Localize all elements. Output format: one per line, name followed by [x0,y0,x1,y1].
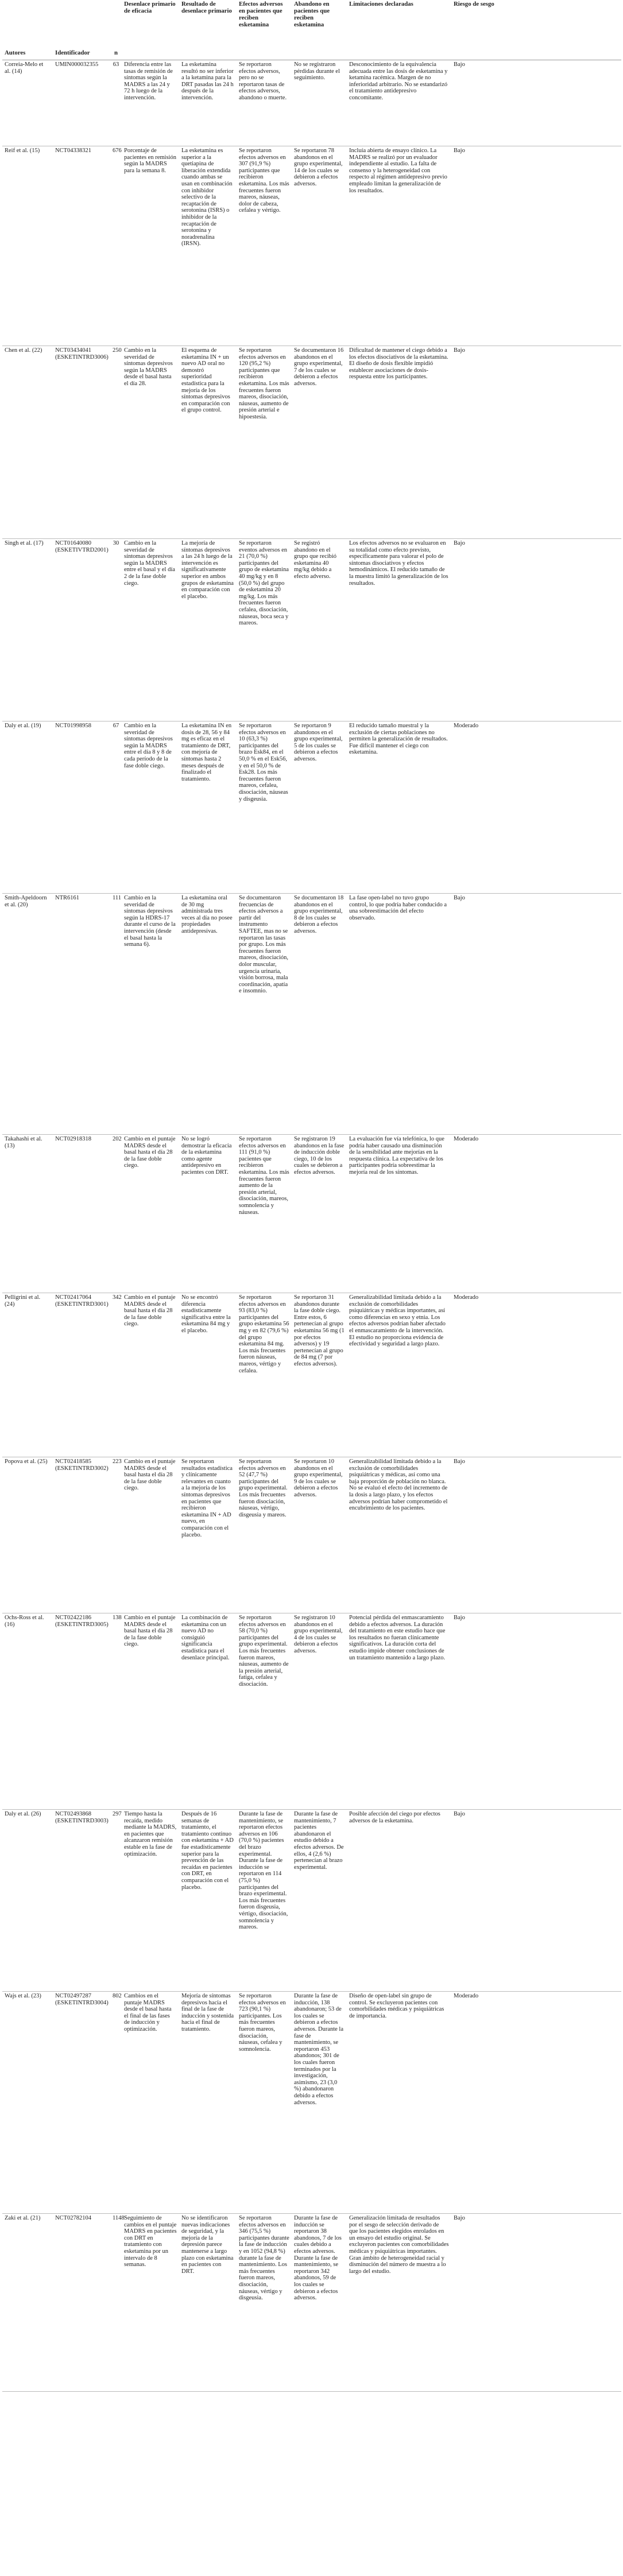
cell-identifier: NCT02782104 [53,2214,110,2392]
header-adverse-effects: Efectos adversos en pacientes que reciben esketamina [237,0,292,60]
cell-bias-risk: Bajo [451,2214,621,2392]
cell-adverse-effects: Se reportaron efectos adversos en 93 (83,0 %) participantes del grupo esketamina 56 mg y en 82 (79,6 %) del grupo esketamina 84 mg. Los más frecuentes fueron náuseas, mareos, vértigo y cefalea. [237,1293,292,1457]
cell-authors: Singh et al. (17) [2,539,53,721]
cell-bias-risk: Moderado [451,1992,621,2214]
cell-primary-result: La combinación de esketamina con un nuevo AD no consiguió significancia estadística para el desenlace principal. [179,1613,237,1810]
cell-n: 138 [110,1613,122,1810]
table-row [2,60,621,146]
cell-bias-risk: Bajo [451,1810,621,1992]
cell-adverse-effects: Se reportaron efectos adversos en 52 (47,7 %) participantes del grupo experimental. Los más frecuentes fueron disociación, náuseas, vértigo, disgeusia y mareos. [237,1457,292,1613]
cell-primary-result: La esketamina oral de 30 mg administrada tres veces al día no posee propiedades antidepresivas. [179,894,237,1135]
cell-identifier: NCT01998958 [53,721,110,894]
cell-identifier: NTR6161 [53,894,110,1135]
cell-authors: Smith-Apeldoorn et al. (20) [2,894,53,1135]
cell-bias-risk: Bajo [451,1457,621,1613]
cell-primary-outcome: Diferencia entre las tasas de remisión de síntomas según la MADRS a las 24 y 72 h luego de la intervención. [122,60,179,146]
cell-identifier: NCT02497287 (ESKETINTRD3004) [53,1992,110,2214]
cell-authors: Zaki et al. (21) [2,2214,53,2392]
cell-authors: Reif et al. (15) [2,146,53,346]
cell-authors: Daly et al. (19) [2,721,53,894]
table-row [2,721,621,894]
cell-primary-result: No se logró demostrar la eficacia de la esketamina como agente antidepresivo en pacientes con DRT. [179,1135,237,1293]
table-row [2,1293,621,1457]
cell-limitations: La evaluación fue vía telefónica, lo que podría haber causado una disminución de la sensibilidad ante mejorías en la respuesta clínica. La expectativa de los participantes podría sobreestimar la mejoría real de los síntomas. [347,1135,451,1293]
cell-dropouts: Se reportaron 9 abandonos en el grupo experimental, 5 de los cuales se debieron a efectos adversos. [292,721,347,894]
cell-dropouts: Se reportaron 78 abandonos en el grupo experimental, 14 de los cuales se debieron a efectos adversos. [292,146,347,346]
cell-dropouts: Se registraron 10 abandonos en el grupo experimental, 4 de los cuales se debieron a efectos adversos. [292,1613,347,1810]
header-n: n [110,0,122,60]
cell-n: 67 [110,721,122,894]
cell-adverse-effects: Se reportaron efectos adversos en 111 (91,0 %) pacientes que recibieron esketamina. Los más frecuentes fueron aumento de la presión arterial, disociación, mareos, somnolencia y náuseas. [237,1135,292,1293]
cell-dropouts: Durante la fase de inducción se reportaron 38 abandonos, 7 de los cuales debido a efectos adversos. Durante la fase de mantenimiento, se reportaron 342 abandonos, 59 de los cuales se debieron a efectos adversos. [292,2214,347,2392]
table-row [2,894,621,1135]
cell-adverse-effects: Se reportaron efectos adversos en 723 (90,1 %) participantes. Los más frecuentes fueron mareos, disociación, náuseas, cefalea y somnolencia. [237,1992,292,2214]
cell-primary-outcome: Cambio en el puntaje MADRS desde el basal hasta el día 28 de la fase doble ciego. [122,1613,179,1810]
cell-adverse-effects: Se reportaron efectos adversos, pero no se reportaron tasas de efectos adversos, abandono o muerte. [237,60,292,146]
table-row [2,1810,621,1992]
cell-limitations: Desconocimiento de la equivalencia adecuada entre las dosis de esketamina y ketamina racémica. Margen de no inferioridad arbitrario. No se estandarizó el tratamiento antidepresivo concomitante. [347,60,451,146]
table-row [2,539,621,721]
cell-bias-risk: Bajo [451,146,621,346]
cell-adverse-effects: Se documentaron frecuencias de efectos adversos a partir del instrumento SAFTEE, mas no se reportaron las tasas por grupo. Los más frecuentes fueron mareos, disociación, dolor muscular, urgencia urinaria, visión borrosa, mala coordinación, apatía e insomnio. [237,894,292,1135]
cell-primary-outcome: Cambio en la severidad de síntomas depresivos según la MADRS desde el basal hasta el día 28. [122,346,179,539]
cell-primary-result: La esketamina es superior a la quetiapina de liberación extendida cuando ambas se usan en combinación con inhibidor selectivo de la recaptación de serotonina (ISRS) o inhibidor de la recaptación de serotonina y noradrenalina (IRSN). [179,146,237,346]
cell-n: 342 [110,1293,122,1457]
cell-limitations: El reducido tamaño muestral y la exclusión de ciertas poblaciones no permiten la generalización de resultados. Fue difícil mantener el ciego con esketamina. [347,721,451,894]
cell-primary-result: No se identificaron nuevas indicaciones de seguridad, y la mejoría de la depresión parece mantenerse a largo plazo con esketamina en pacientes con DRT. [179,2214,237,2392]
cell-primary-result: Mejoría de síntomas depresivos hacia el final de la fase de inducción y sostenida hacia el final de tratamiento. [179,1992,237,2214]
cell-primary-result: La mejoría de síntomas depresivos a las 24 h luego de la intervención es significativamente superior en ambos grupos de esketamina en comparación con el placebo. [179,539,237,721]
cell-primary-outcome: Cambios en el puntaje MADRS desde el basal hasta el final de las fases de inducción y optimización. [122,1992,179,2214]
cell-identifier: NCT01640080 (ESKETIVTRD2001) [53,539,110,721]
cell-identifier: UMIN000032355 [53,60,110,146]
cell-identifier: NCT03434041 (ESKETINTRD3006) [53,346,110,539]
cell-limitations: Incluía abierta de ensayo clínico. La MADRS se realizó por un evaluador independiente al estudio. La falta de consenso y la heterogeneidad con respecto al régimen antidepresivo previo empleado limitan la generalización de los resultados. [347,146,451,346]
cell-identifier: NCT04338321 [53,146,110,346]
table-row [2,1457,621,1613]
cell-dropouts: Se registraron 19 abandonos en la fase de inducción doble ciego, 10 de los cuales se debieron a efectos adversos. [292,1135,347,1293]
cell-adverse-effects: Durante la fase de mantenimiento, se reportaron efectos adversos en 106 (70,0 %) pacientes del brazo experimental. Durante la fase de inducción se reportaron en 114 (75,0 %) participantes del brazo experimental. Los más frecuentes fueron disgeusia, vértigo, disociación, somnolencia y mareos. [237,1810,292,1992]
cell-dropouts: No se registraron pérdidas durante el seguimiento. [292,60,347,146]
cell-adverse-effects: Se reportaron efectos adversos en 307 (91,9 %) participantes que recibieron esketamina. Los más frecuentes fueron mareos, náuseas, dolor de cabeza, cefalea y vértigo. [237,146,292,346]
cell-identifier: NCT02417064 (ESKETINTRD3001) [53,1293,110,1457]
cell-dropouts: Se documentaron 18 abandonos en el grupo experimental, 8 de los cuales se debieron a efectos adversos. [292,894,347,1135]
table-body [2,60,621,2392]
cell-n: 111 [110,894,122,1135]
cell-authors: Ochs-Ross et al. (16) [2,1613,53,1810]
study-characteristics-table [2,0,621,2392]
header-primary-result: Resultado de desenlace primario [179,0,237,60]
table-row [2,346,621,539]
cell-authors: Popova et al. (25) [2,1457,53,1613]
cell-identifier: NCT02422186 (ESKETINTRD3005) [53,1613,110,1810]
cell-n: 223 [110,1457,122,1613]
cell-adverse-effects: Se reportaron efectos adversos en 10 (63,3 %) participantes del brazo Esk84, en el 50,0 % en el Esk56, y en el 50,0 % de Esk28. Los más frecuentes fueron mareos, cefalea, disociación, náuseas y disgeusia. [237,721,292,894]
cell-primary-outcome: Cambio en la severidad de síntomas depresivos según la HDRS-17 durante el curso de la intervención (desde el basal hasta la semana 6). [122,894,179,1135]
cell-authors: Correia-Melo et al. (14) [2,60,53,146]
table-row [2,1613,621,1810]
cell-n: 297 [110,1810,122,1992]
cell-bias-risk: Bajo [451,346,621,539]
cell-n: 202 [110,1135,122,1293]
cell-authors: Chen et al. (22) [2,346,53,539]
cell-adverse-effects: Se reportaron efectos adversos en 58 (70,0 %) participantes del grupo experimental. Los más frecuentes fueron mareos, náuseas, aumento de la presión arterial, fatiga, cefalea y disociación. [237,1613,292,1810]
cell-identifier: NCT02493868 (ESKETINTRD3003) [53,1810,110,1992]
cell-adverse-effects: Se reportaron efectos adversos en 120 (95,2 %) participantes que recibieron esketamina. Los más frecuentes fueron mareos, disociación, náuseas, aumento de presión arterial e hipoestesia. [237,346,292,539]
cell-limitations: Potencial pérdida del enmascaramiento debido a efectos adversos. La duración del tratamiento en este estudio hace que los resultados no fueran clínicamente significativos. La duración corta del estudio impide obtener conclusiones de un tratamiento mantenido a largo plazo. [347,1613,451,1810]
header-dropouts: Abandono en pacientes que reciben esketamina [292,0,347,60]
cell-n: 250 [110,346,122,539]
header-authors: Autores [2,0,53,60]
cell-n: 676 [110,146,122,346]
cell-authors: Daly et al. (26) [2,1810,53,1992]
cell-bias-risk: Moderado [451,1135,621,1293]
table-row [2,1992,621,2214]
cell-dropouts: Se reportaron 10 abandonos en el grupo experimental, 9 de los cuales se debieron a efectos adversos. [292,1457,347,1613]
table-header [2,0,621,60]
cell-primary-result: No se encontró diferencia estadísticamente significativa entre la esketamina 84 mg y el placebo. [179,1293,237,1457]
cell-primary-outcome: Cambio en el puntaje MADRS desde el basal hasta el día 28 de la fase doble ciego. [122,1457,179,1613]
cell-bias-risk: Bajo [451,1613,621,1810]
cell-primary-outcome: Cambio en la severidad de síntomas depresivos según la MADRS entre el día 8 y 8 de cada período de la fase doble ciego. [122,721,179,894]
cell-n: 30 [110,539,122,721]
cell-adverse-effects: Se reportaron eventos adversos en 21 (70,0 %) participantes del grupo de esketamina 40 mg/kg y en 8 (50,0 %) del grupo de esketamina 20 mg/kg. Los más frecuentes fueron cefalea, disociación, náuseas, boca seca y mareos. [237,539,292,721]
cell-limitations: Dificultad de mantener el ciego debido a los efectos disociativos de la esketamina. El diseño de dosis flexible impidió establecer asociaciones de dosis-respuesta entre los participantes. [347,346,451,539]
cell-dropouts: Durante la fase de mantenimiento, 7 pacientes abandonaron el estudio debido a efectos adversos. De ellos, 4 (2,6 %) pertenecían al brazo experimental. [292,1810,347,1992]
cell-limitations: Generalizabilidad limitada debido a la exclusión de comorbilidades psiquiátricas y médicas importantes, así como diferencias en sexo y etnia. Los efectos adversos podrían haber afectado el enmascaramiento de la intervención. El estudio no proporciona evidencia de efectividad y seguridad a largo plazo. [347,1293,451,1457]
cell-primary-outcome: Cambio en la severidad de síntomas depresivos según la MADRS entre el basal y el día 2 de la fase doble ciego. [122,539,179,721]
cell-authors: Wajs et al. (23) [2,1992,53,2214]
cell-bias-risk: Bajo [451,894,621,1135]
header-identifier: Identificador [53,0,110,60]
cell-bias-risk: Bajo [451,60,621,146]
table-row [2,1135,621,1293]
cell-limitations: La fase open-label no tuvo grupo control, lo que podría haber conducido a una sobreestimación del efecto observado. [347,894,451,1135]
header-bias-risk: Riesgo de sesgo [451,0,621,60]
cell-n: 802 [110,1992,122,2214]
cell-limitations: Posible afección del ciego por efectos adversos de la esketamina. [347,1810,451,1992]
cell-authors: Pelligrini et al. (24) [2,1293,53,1457]
cell-primary-result: La esketamina resultó no ser inferior a la ketamina para la DRT pasadas las 24 h después de la intervención. [179,60,237,146]
cell-bias-risk: Moderado [451,1293,621,1457]
cell-primary-outcome: Seguimiento de cambios en el puntaje MADRS en pacientes con DRT en tratamiento con esketamina por un intervalo de 8 semanas. [122,2214,179,2392]
cell-dropouts: Se documentaron 16 abandonos en el grupo experimental, 7 de los cuales se debieron a efectos adversos. [292,346,347,539]
cell-authors: Takahashi et al. (13) [2,1135,53,1293]
cell-adverse-effects: Se reportaron efectos adversos en 346 (75,5 %) participantes durante la fase de inducción y en 1052 (94,8 %) durante la fase de mantenimiento. Los más frecuentes fueron mareos, disociación, náuseas, vértigo y disgeusia. [237,2214,292,2392]
header-row [2,0,621,60]
cell-identifier: NCT02918318 [53,1135,110,1293]
cell-primary-result: Después de 16 semanas de tratamiento, el tratamiento continuo con esketamina + AD fue estadísticamente superior para la prevención de las recaídas en pacientes con DRT, en comparación con el placebo. [179,1810,237,1992]
cell-bias-risk: Bajo [451,539,621,721]
cell-primary-outcome: Tiempo hasta la recaída, medido mediante la MADRS, en pacientes que alcanzaron remisión estable en la fase de optimización. [122,1810,179,1992]
cell-limitations: Generalizabilidad limitada debido a la exclusión de comorbilidades psiquiátricas y médicas, así como una baja proporción de población no blanca. No se evaluó el efecto del incremento de la dosis a largo plazo, y los efectos adversos podrían haber comprometido el encubrimiento de los pacientes. [347,1457,451,1613]
table-row [2,146,621,346]
study-table-container [2,0,621,2392]
header-primary-outcome: Desenlace primario de eficacia [122,0,179,60]
cell-dropouts: Se registró abandono en el grupo que recibió esketamina 40 mg/kg debido a efecto adverso. [292,539,347,721]
cell-primary-result: La esketamina IN en dosis de 28, 56 y 84 mg es eficaz en el tratamiento de DRT, con mejoría de síntomas hasta 2 meses después de finalizado el tratamiento. [179,721,237,894]
cell-limitations: Diseño de open-label sin grupo de control. Se excluyeron pacientes con comorbilidades médicas y psiquiátricas de importancia. [347,1992,451,2214]
cell-dropouts: Se reportaron 31 abandonos durante la fase doble ciego. Entre estos, 6 pertenecían al grupo esketamina 56 mg (1 por efectos adversos) y 19 pertenecían al grupo de 84 mg (7 por efectos adversos). [292,1293,347,1457]
cell-bias-risk: Moderado [451,721,621,894]
cell-n: 63 [110,60,122,146]
cell-primary-outcome: Porcentaje de pacientes en remisión según la MADRS para la semana 8. [122,146,179,346]
cell-identifier: NCT02418585 (ESKETINTRD3002) [53,1457,110,1613]
header-limitations: Limitaciones declaradas [347,0,451,60]
cell-primary-outcome: Cambio en el puntaje MADRS desde el basal hasta el día 28 de la fase doble ciego. [122,1135,179,1293]
cell-dropouts: Durante la fase de inducción, 138 abandonaron; 53 de los cuales se debieron a efectos adversos. Durante la fase de mantenimiento, se reportaron 453 abandonos; 301 de los cuales fueron terminados por la investigación, asimismo, 23 (3,0 %) abandonaron debido a efectos adversos. [292,1992,347,2214]
cell-limitations: Generalización limitada de resultados por el sesgo de selección derivado de que los pacientes elegidos enrolados en un ensayo del estudio original. Se excluyeron pacientes con comorbilidades médicas y psiquiátricas importantes. Gran ámbito de heterogeneidad racial y disminución del número de muestra a lo largo del estudio. [347,2214,451,2392]
cell-primary-result: Se reportaron resultados estadística y clínicamente relevantes en cuanto a la mejoría de los síntomas depresivos en pacientes que recibieron esketamina IN + AD nuevo, en comparación con el placebo. [179,1457,237,1613]
cell-primary-outcome: Cambio en el puntaje MADRS desde el basal hasta el día 28 de la fase doble ciego. [122,1293,179,1457]
table-row [2,2214,621,2392]
cell-n: 1148 [110,2214,122,2392]
cell-primary-result: El esquema de esketamina IN + un nuevo AD oral no demostró superioridad estadística para la mejoría de los síntomas depresivos en comparación con el grupo control. [179,346,237,539]
cell-limitations: Los efectos adversos no se evaluaron en su totalidad como efecto previsto, específicamente para valorar el polo de síntomas disociativos y efectos hemodinámicos. El reducido tamaño de la muestra limitó la generalización de los resultados. [347,539,451,721]
